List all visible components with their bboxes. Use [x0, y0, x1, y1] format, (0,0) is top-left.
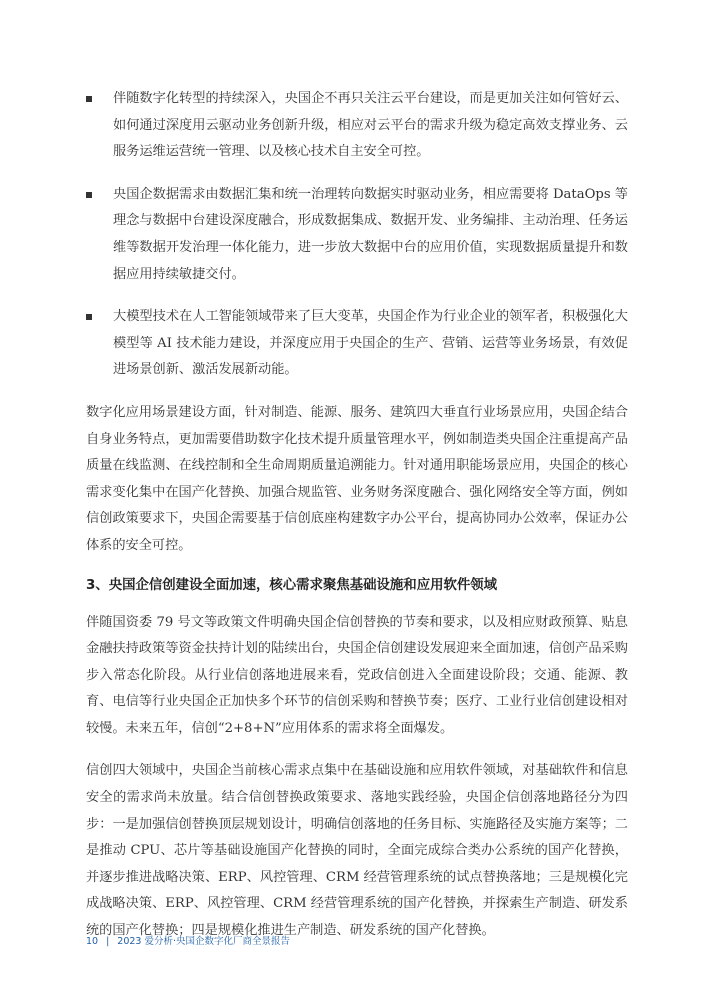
square-bullet-icon: [86, 192, 92, 198]
page-content: [86, 86, 628, 961]
bullet-text: 央国企数据需求由数据汇集和统一治理转向数据实时驱动业务，相应需要将 DataOps 等理念与数据中台建设深度融合，形成数据集成、数据开发、业务编排、主动治理、任务运维等数据开发治理一体化能力，进一步放大数据中台的应用价值，实现数据质量提升和数据应用持续敏捷交付。: [113, 186, 628, 282]
square-bullet-icon: [86, 96, 92, 102]
square-bullet-icon: [86, 314, 92, 320]
bullet-text: 伴随数字化转型的持续深入，央国企不再只关注云平台建设，而是更加关注如何管好云、如何通过深度用云驱动业务创新升级，相应对云平台的需求升级为稳定高效支撑业务、云服务运维运营统一管理、以及核心技术自主安全可控。: [113, 91, 628, 160]
page-number: 10: [86, 936, 99, 947]
bullet-item-data: [86, 182, 628, 288]
bullet-item-cloud: [86, 86, 628, 166]
footer-separator: |: [106, 936, 110, 947]
paragraph-application-scenarios: 数字化应用场景建设方面，针对制造、能源、服务、建筑四大垂直行业场景应用，央国企结合自身业务特点，更加需要借助数字化技术提升质量管理水平，例如制造类央国企注重提高产品质量在线监测、在线控制和全生命周期质量追溯能力。针对通用职能场景应用，央国企的核心需求变化集中在国产化替换、加强合规监管、业务财务深度融合、强化网络安全等方面，例如信创政策要求下，央国企需要基于信创底座构建数字办公平台，提高协同办公效率，保证办公体系的安全可控。: [86, 404, 628, 553]
page-footer: [86, 933, 290, 947]
section-heading: 3、央国企信创建设全面加速，核心需求聚焦基础设施和应用软件领域: [86, 577, 498, 593]
bullet-text: 大模型技术在人工智能领域带来了巨大变革，央国企作为行业企业的领军者，积极强化大模型等 AI 技术能力建设，并深度应用于央国企的生产、营销、运营等业务场景，有效促进场景创新、激活发展新动能。: [113, 309, 628, 378]
bullet-item-ai: [86, 304, 628, 384]
paragraph-xinchuang-policy: 伴随国资委 79 号文等政策文件明确央国企信创替换的节奏和要求，以及相应财政预算、贴息金融扶持政策等资金扶持计划的陆续出台，央国企信创建设发展迎来全面加速，信创产品采购步入常态化阶段。从行业信创落地进展来看，党政信创进入全面建设阶段；交通、能源、教育、电信等行业央国企正加快多个环节的信创采购和替换节奏；医疗、工业行业信创建设相对较慢。未来五年，信创“2+8+N”应用体系的需求将全面爆发。: [86, 614, 628, 736]
report-title: 2023 爱分析·央国企数字化厂商全景报告: [117, 936, 291, 947]
paragraph-xinchuang-path: 信创四大领域中，央国企当前核心需求点集中在基础设施和应用软件领域，对基础软件和信息安全的需求尚未放量。结合信创替换政策要求、落地实践经验，央国企信创落地路径分为四步：一是加强信创替换顶层规划设计，明确信创落地的任务目标、实施路径及实施方案等；二是推动 CPU、芯片等基础设施国产化替换的同时，全面完成综合类办公系统的国产化替换，并逐步推进战略决策、ERP、风控管理、CRM 经营管理系统的试点替换落地；三是规模化完成战略决策、ERP、风控管理、CRM 经营管理系统的国产化替换，并探索生产制造、研发系统的国产化替换；四是规模化推进生产制造、研发系统的国产化替换。: [86, 763, 628, 939]
